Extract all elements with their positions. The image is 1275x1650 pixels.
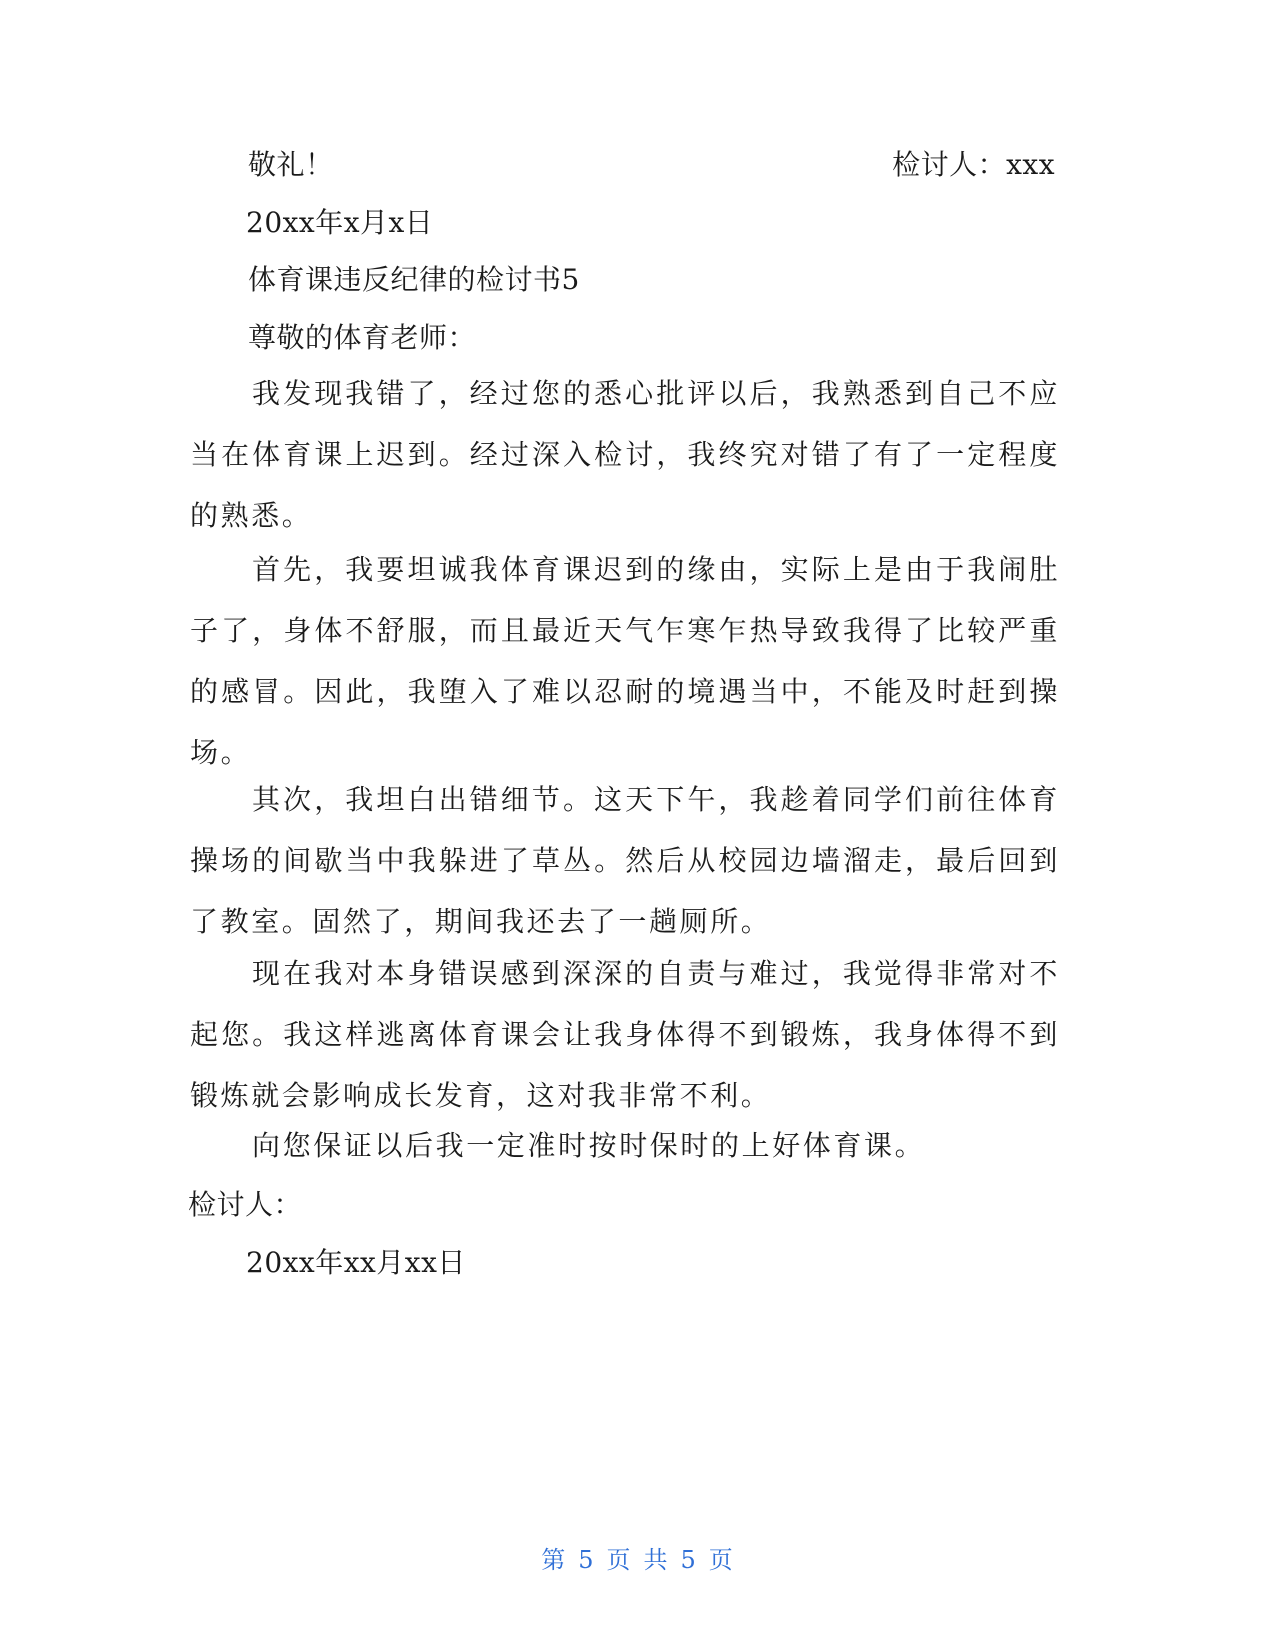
signer-label: 检讨人： xyxy=(188,1188,303,1221)
page-footer xyxy=(0,1540,1275,1575)
footer-page-mid: 页 xyxy=(606,1546,632,1574)
closing-salute: 敬礼！ xyxy=(248,148,334,181)
letter-title: 体育课违反纪律的检讨书5 xyxy=(248,263,580,296)
footer-page-total: 5 xyxy=(680,1546,697,1574)
paragraph-4: 现在我对本身错误感到深深的自责与难过，我觉得非常对不起您。我这样逃离体育课会让我身体得不到锻炼，我身体得不到锻炼就会影响成长发育，这对我非常不利。 xyxy=(190,957,1060,1112)
paragraph-5: 向您保证以后我一定准时按时保时的上好体育课。 xyxy=(252,1129,926,1162)
footer-total-prefix: 共 xyxy=(643,1546,669,1574)
paragraph-1: 我发现我错了，经过您的悉心批评以后，我熟悉到自己不应当在体育课上迟到。经过深入检讨，我终究对错了有了一定程度的熟悉。 xyxy=(190,377,1060,532)
paragraph-3: 其次，我坦白出错细节。这天下午，我趁着同学们前往体育操场的间歇当中我躲进了草丛。然后从校园边墙溜走，最后回到了教室。固然了，期间我还去了一趟厕所。 xyxy=(190,783,1060,938)
footer-total-suffix: 页 xyxy=(708,1546,734,1574)
letter-date: 20xx年xx月xx日 xyxy=(246,1246,466,1279)
footer-page-prefix: 第 xyxy=(541,1546,567,1574)
letter-greeting: 尊敬的体育老师： xyxy=(248,321,477,354)
paragraph-2: 首先，我要坦诚我体育课迟到的缘由，实际上是由于我闹肚子了，身体不舒服，而且最近天气乍寒乍热导致我得了比较严重的感冒。因此，我堕入了难以忍耐的境遇当中，不能及时赶到操场。 xyxy=(190,553,1060,769)
closing-date: 20xx年x月x日 xyxy=(246,206,434,239)
closing-signer: 检讨人：xxx xyxy=(892,148,1055,181)
footer-page-current: 5 xyxy=(578,1546,595,1574)
